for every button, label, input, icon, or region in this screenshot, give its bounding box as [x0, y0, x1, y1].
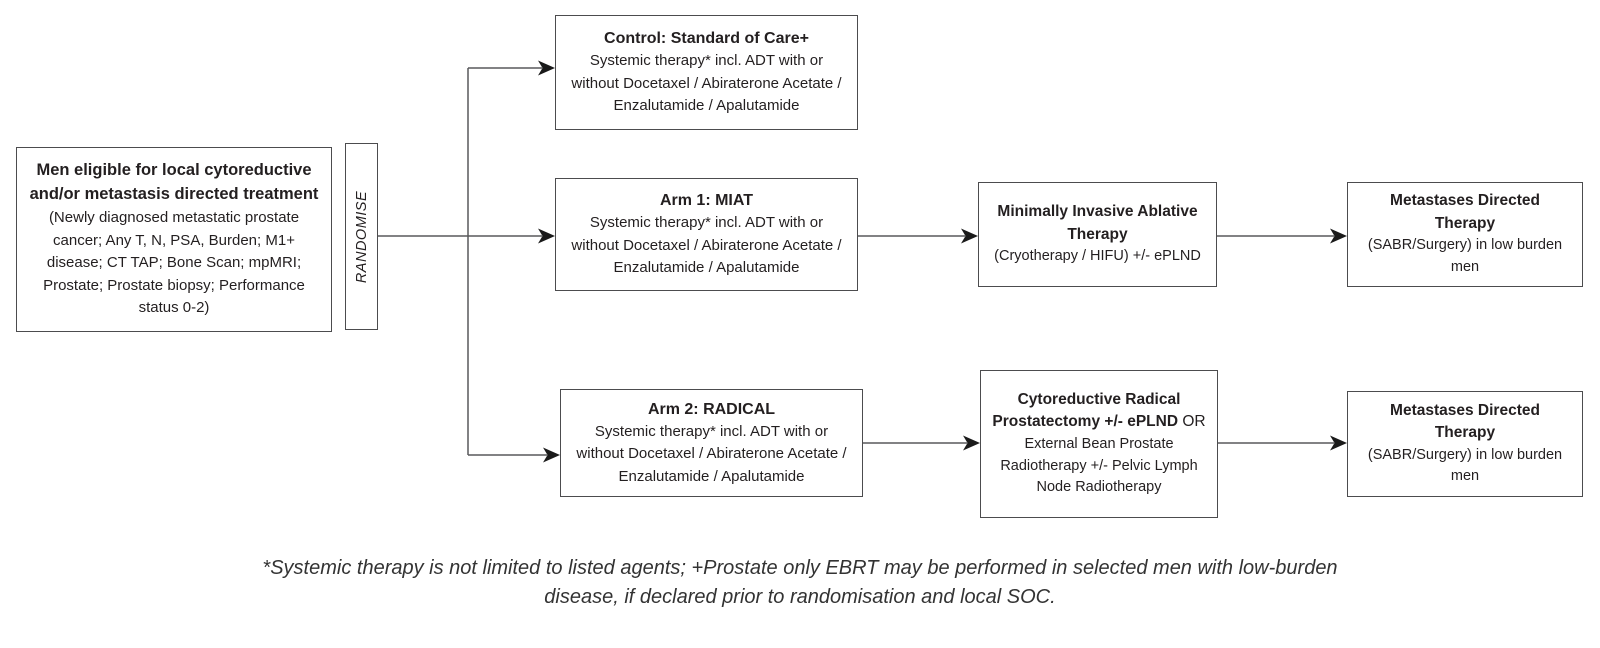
- mdt-bottom-box: [1347, 391, 1583, 497]
- control-arm-body: Systemic therapy* incl. ADT with or without Docetaxel / Abiraterone Acetate / Enzalutamide / Apalutamide: [571, 52, 842, 115]
- mdt-bottom-body: (SABR/Surgery) in low burden men: [1367, 446, 1563, 485]
- radical-treatment-title: [991, 389, 1207, 434]
- footnote: [90, 554, 1510, 612]
- mdt-top-title: Metastases Directed Therapy: [1390, 192, 1540, 232]
- arrowhead-to-mdt-top-icon: [1330, 229, 1347, 244]
- arrowhead-to-mdt-bottom-icon: [1330, 436, 1347, 451]
- mdt-bottom-title: Metastases Directed Therapy: [1390, 401, 1540, 442]
- miat-treatment-body: (Cryotherapy / HIFU) +/- ePLND: [994, 248, 1201, 265]
- eligibility-title: Men eligible for local cytoreductive and/or metastasis directed treatment: [29, 161, 319, 204]
- arm2-body: Systemic therapy* incl. ADT with or without Docetaxel / Abiraterone Acetate / Enzalutamide / Apalutamide: [576, 422, 847, 485]
- arrowhead-to-miat-icon: [961, 229, 978, 244]
- radical-treatment-box: [980, 370, 1218, 518]
- control-arm-box: [555, 15, 858, 130]
- arm1-body: Systemic therapy* incl. ADT with or without Docetaxel / Abiraterone Acetate / Enzalutamide / Apalutamide: [571, 214, 842, 277]
- footnote-line2: disease, if declared prior to randomisation and local SOC.: [544, 586, 1056, 608]
- radical-treatment-body: External Bean Prostate Radiotherapy +/- Pelvic Lymph Node Radiotherapy: [1000, 435, 1198, 496]
- arrowhead-to-arm1-icon: [538, 229, 555, 244]
- radical-treatment-or: OR: [1182, 413, 1206, 431]
- arrowhead-to-radical-icon: [963, 436, 980, 451]
- arrowhead-to-arm2-icon: [543, 448, 560, 463]
- randomise-label: RANDOMISE: [353, 190, 370, 283]
- mdt-top-box: [1347, 182, 1583, 287]
- arm2-box: [560, 389, 863, 497]
- arrowhead-to-control-icon: [538, 61, 555, 76]
- eligibility-box: [16, 147, 332, 332]
- mdt-top-body: (SABR/Surgery) in low burden men: [1367, 237, 1563, 275]
- arm1-box: [555, 178, 858, 291]
- miat-treatment-title: Minimally Invasive Ablative Therapy: [997, 203, 1198, 243]
- randomise-box: [345, 143, 378, 330]
- arm1-title: Arm 1: MIAT: [659, 192, 754, 210]
- radical-treatment-title-bold: Cytoreductive Radical Prostatectomy +/- ePLND: [992, 390, 1181, 431]
- miat-treatment-box: [978, 182, 1217, 287]
- footnote-line1: *Systemic therapy is not limited to listed agents; +Prostate only EBRT may be performed in selected men with low-burden: [262, 557, 1338, 579]
- control-arm-title: Control: Standard of Care+: [604, 30, 809, 48]
- eligibility-body: (Newly diagnosed metastatic prostate cancer; Any T, N, PSA, Burden; M1+ disease; CT TAP; Bone Scan; mpMRI; Prostate; Prostate biopsy; Performance status 0-2): [43, 209, 305, 317]
- arm2-title: Arm 2: RADICAL: [647, 400, 776, 418]
